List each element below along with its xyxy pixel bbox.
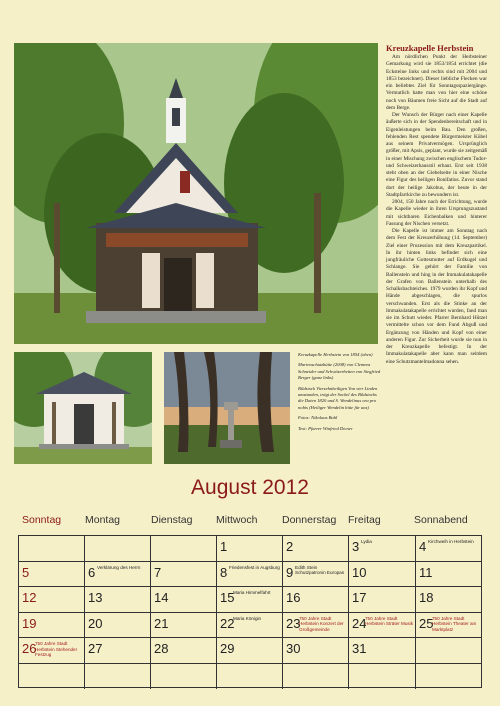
day-number: 9: [286, 564, 294, 580]
day-number: 21: [154, 615, 169, 631]
calendar-day-cell[interactable]: [416, 536, 483, 561]
calendar-day-cell[interactable]: [416, 664, 483, 690]
calendar-day-cell[interactable]: [85, 664, 151, 690]
day-number: 3: [352, 539, 360, 554]
caption-chapel: Kreuzkapelle Herbstein von 1854 (oben): [298, 352, 373, 357]
calendar-day-cell[interactable]: [19, 562, 85, 587]
shrine-illustration: [164, 352, 290, 464]
calendar-day-cell[interactable]: [217, 587, 283, 612]
article-paragraph: Der Wunsch der Bürger nach einer Kapelle äußerte sich in der Spendenbereitschaft und in Eigenleistungen beim Bau. Den großen, fehlenden Rest spendete Bürgermeister Kübel aus seinem Privatvermögen. Ursprünglich größer, mit Apsis, geplant, wurde sie zeitgemäß in einer Mischung zwischen englischem Tudor- und Schweizerhausstil erbaut. Erst seit 1938 steht oben an der Giebelseite in einer Nische eine Figur des heiligen Bonifatius. Zuvor stand dort der heilige Jakobus, der heute in der Stadtpfarrkirche zu bewundern ist.: [386, 112, 487, 198]
day-event: 750 Jahre Stadt Herbstein Stehender Festzug: [35, 641, 78, 658]
calendar-day-cell[interactable]: [416, 562, 483, 587]
weekday-thursday: Donnerstag: [282, 514, 337, 526]
weekday-monday: Montag: [85, 514, 121, 526]
day-number: 17: [352, 590, 367, 605]
day-number: 22: [220, 615, 235, 631]
calendar-day-cell[interactable]: [85, 536, 151, 561]
day-number: 14: [154, 590, 169, 605]
day-number: 29: [220, 641, 235, 656]
chapel-illustration: [14, 43, 378, 344]
shrine-photo: [164, 352, 290, 464]
calendar-day-cell[interactable]: [283, 562, 349, 587]
caption-hut: Marienschutzhütte (2008) von Clemens Schneider und Schwitzerbetten von Siegfried Berger (ganz links): [298, 362, 381, 381]
article: [386, 43, 487, 366]
calendar-day-cell[interactable]: [85, 562, 151, 587]
calendar-day-cell[interactable]: [283, 536, 349, 561]
calendar-day-cell[interactable]: [416, 638, 483, 663]
weekday-wednesday: Mittwoch: [216, 514, 258, 526]
chapel-photo: [14, 43, 378, 344]
day-number: 10: [352, 564, 367, 580]
day-event: Kirchweih in Herbstein: [428, 539, 474, 544]
caption-shrine: Bildstock Vierzehnheiligen Von vier Linden umstanden, trägt der Sockel des Bildstocks die Daten 1820 und S. Wendelinus ora pro nobis (Heiliger Wendelin bitte für uns): [298, 385, 378, 410]
hut-photo: [14, 352, 152, 464]
calendar-day-cell[interactable]: [19, 587, 85, 612]
calendar-day-cell[interactable]: [349, 587, 416, 612]
calendar-day-cell[interactable]: [416, 587, 483, 612]
calendar-day-cell[interactable]: [217, 536, 283, 561]
weekday-saturday: Sonnabend: [414, 514, 468, 526]
calendar-day-cell[interactable]: [349, 638, 416, 663]
day-event: Maria Himmelfahrt: [233, 590, 271, 595]
calendar-day-cell[interactable]: [19, 536, 85, 561]
calendar-day-cell[interactable]: [349, 562, 416, 587]
calendar-day-cell[interactable]: [151, 613, 217, 638]
calendar-day-cell[interactable]: [217, 638, 283, 663]
day-event: Verklärung des Herrn: [97, 564, 141, 570]
day-number: 20: [88, 615, 103, 631]
calendar-day-cell[interactable]: [151, 664, 217, 690]
calendar-day-cell[interactable]: [85, 587, 151, 612]
day-event: Edith Stein Schutzpatronin Europas: [295, 564, 345, 576]
day-number: 7: [154, 564, 162, 580]
weekday-tuesday: Dienstag: [151, 514, 193, 526]
calendar-day-cell[interactable]: [349, 664, 416, 690]
article-paragraph: 2004, 150 Jahre nach der Errichtung, wurde die Kapelle wieder in ihren Ursprungszustand mit sichtbaren Eichenbalken und hinterer Fassung der Nischen versetzt.: [386, 199, 487, 227]
day-number: 1: [220, 539, 228, 554]
calendar-day-cell[interactable]: [217, 664, 283, 690]
day-number: 2: [286, 539, 294, 554]
weekday-sunday: Sonntag: [22, 514, 62, 526]
calendar-day-cell[interactable]: [349, 536, 416, 561]
calendar-day-cell[interactable]: [217, 562, 283, 587]
day-number: 30: [286, 641, 301, 656]
day-number: 24: [352, 615, 367, 631]
day-number: 23: [286, 615, 301, 631]
calendar-day-cell[interactable]: [283, 587, 349, 612]
calendar-day-cell[interactable]: [85, 613, 151, 638]
day-number: 8: [220, 564, 228, 580]
caption-text-credit: Text: Pfarrer Winfried Dicner: [298, 425, 353, 431]
day-number: 12: [22, 590, 37, 605]
calendar-day-cell[interactable]: [217, 613, 283, 638]
day-event: Lydia: [361, 539, 372, 544]
day-event: Maria Königin: [233, 615, 262, 621]
day-number: 19: [22, 615, 37, 631]
day-number: 6: [88, 564, 96, 580]
calendar-day-cell[interactable]: [151, 638, 217, 663]
weekday-header: [18, 514, 482, 528]
calendar-day-cell[interactable]: [283, 638, 349, 663]
day-number: 4: [419, 539, 427, 554]
day-number: 15: [220, 590, 235, 605]
calendar-grid: [18, 535, 482, 688]
day-event: 750 Jahre Stadt Herbstein Konzert der Großgemeinde: [299, 615, 344, 632]
day-event: 750 Jahre Stadt Herbstein Theater am Marktplatz: [432, 615, 477, 632]
article-paragraph: Die Kapelle ist immer am Sonntag nach dem Fest der Kreuzerhöhung (14. September) Ziel einer Prozession mit dem Kreuzpartikel. In ihr hinten links befindet sich eine jungfräuliche Gottesmutter auf Erdkugel und Schlange. Sie gehört der Familie von Ballenstein und hing in der Immakulatakapelle der Grafen von Ballenstein unterhalb des Schalksbachteiches. 1979 wurden ihr Kopf und Hände abgeschlagen, die spurlos verschwanden. Erst als die Stinke an der Immakulatakapelle errichtet wurden, fand man sie im Schutt wieder. Pfarrer Bernhard Hützel vermittelte schon vor dem Fund Abguß und Ergänzung von Händen und Kopf von einer anderen Figur. Zur Sicherheit wurde sie nun in der Kreuzkapelle befestigt. In der Immakulatakapelle aber kann man seitdem eine Schutzmantelmadonna sehen.: [386, 228, 487, 365]
calendar-day-cell[interactable]: [416, 613, 483, 638]
calendar-day-cell[interactable]: [283, 613, 349, 638]
day-number: 26: [22, 641, 37, 656]
day-number: 28: [154, 641, 169, 656]
hut-illustration: [14, 352, 152, 464]
calendar-day-cell[interactable]: [85, 638, 151, 663]
caption-photo-credit: Fotos: Nikolaus Buhl: [298, 415, 338, 421]
day-number: 5: [22, 564, 30, 580]
day-number: 16: [286, 590, 301, 605]
calendar-day-cell[interactable]: [151, 562, 217, 587]
calendar-day-cell[interactable]: [151, 536, 217, 561]
calendar-day-cell[interactable]: [19, 613, 85, 638]
calendar-week: [19, 613, 481, 639]
article-paragraph: Am nördlichen Punkt der Herbsteiner Gemarkung wird sie 1853/1854 errichtet (die Ecksteine links und rechts sind mit 2004 und 1853 bezeichnet). Dieser liebliche Flecken war ein beliebtes Ziel für Sonntagsspaziergänge. Vermutlich hatte man von hier eine schöne noch von Bäumen freie Sicht auf die Stadt auf dem Berge.: [386, 54, 487, 111]
photo-captions: [298, 352, 382, 436]
day-event: 750 Jahre Stadt Herbstein Sträter Musik: [365, 615, 413, 627]
day-number: 27: [88, 641, 103, 656]
day-number: 11: [419, 564, 433, 580]
day-number: 13: [88, 590, 103, 605]
weekday-friday: Freitag: [348, 514, 381, 526]
day-event: Friedensfest in Augsburg: [229, 564, 280, 570]
month-title: August 2012: [191, 476, 309, 499]
calendar-day-cell[interactable]: [151, 587, 217, 612]
calendar-week: [19, 638, 481, 664]
calendar-day-cell[interactable]: [19, 664, 85, 690]
calendar-day-cell[interactable]: [19, 638, 85, 663]
calendar-week: [19, 587, 481, 613]
calendar-week: [19, 536, 481, 562]
day-number: 31: [352, 641, 367, 656]
calendar-week: [19, 664, 481, 690]
calendar-day-cell[interactable]: [349, 613, 416, 638]
calendar-day-cell[interactable]: [283, 664, 349, 690]
day-number: 18: [419, 590, 434, 605]
article-title: Kreuzkapelle Herbstein: [386, 43, 474, 53]
day-number: 25: [419, 615, 434, 631]
calendar-week: [19, 562, 481, 588]
